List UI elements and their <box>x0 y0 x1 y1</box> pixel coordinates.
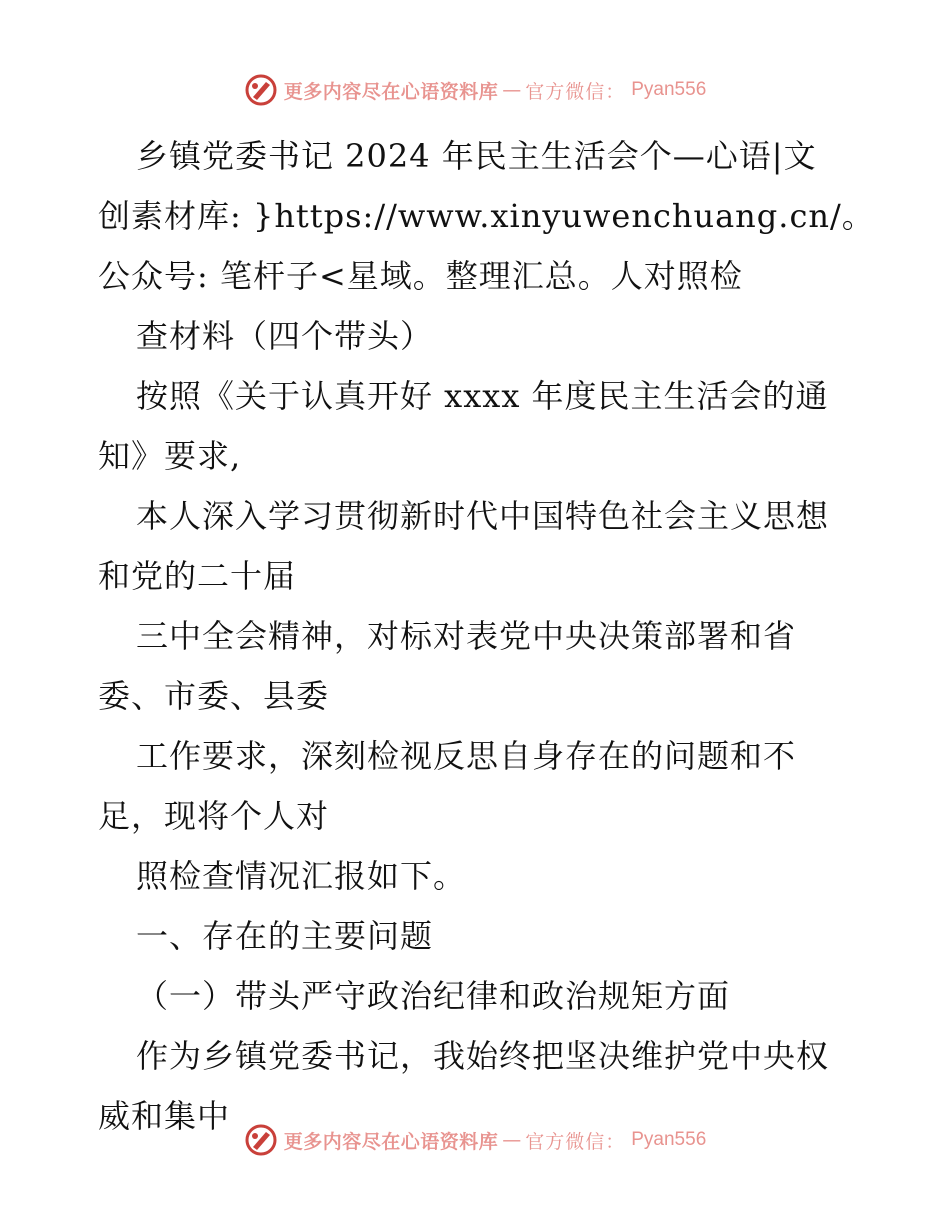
text-line: 照检查情况汇报如下。 <box>136 857 467 895</box>
watermark-banner-bottom <box>0 1120 950 1160</box>
watermark-dash: — <box>502 1129 522 1151</box>
watermark-handle: Pyan556 <box>631 79 707 100</box>
watermark-wechat-label: 官方微信： <box>525 80 626 103</box>
text-line: 委、市委、县委 <box>98 677 330 715</box>
text-line: 知》要求, <box>98 437 242 475</box>
text-line: 威和集中 <box>98 1097 231 1135</box>
watermark-handle: Pyan556 <box>631 1129 707 1150</box>
watermark-main-text: 更多内容尽在心语资料库 <box>283 1130 499 1153</box>
text-line: 乡镇党委书记 2024 年民主生活会个—心语|文 <box>136 137 817 175</box>
watermark-dash: — <box>502 79 522 101</box>
text-line: 创素材库: }https://www.xinyuwenchuang.cn/。 <box>98 197 875 235</box>
section-heading: 一、存在的主要问题 <box>136 917 434 955</box>
red-circular-logo-icon <box>244 1123 278 1157</box>
watermark-banner-top <box>0 70 950 110</box>
text-line: 本人深入学习贯彻新时代中国特色社会主义思想 <box>136 497 830 535</box>
text-line: 按照《关于认真开好 xxxx 年度民主生活会的通 <box>136 377 829 415</box>
watermark-wechat-label: 官方微信： <box>525 1130 626 1153</box>
watermark-main-text: 更多内容尽在心语资料库 <box>283 80 499 103</box>
text-line: 作为乡镇党委书记，我始终把坚决维护党中央权 <box>136 1037 830 1075</box>
document-body <box>98 126 875 1146</box>
subsection-heading: （一）带头严守政治纪律和政治规矩方面 <box>136 977 731 1015</box>
text-line: 三中全会精神，对标对表党中央决策部署和省 <box>136 617 797 655</box>
red-circular-logo-icon <box>244 73 278 107</box>
text-line: 工作要求，深刻检视反思自身存在的问题和不 <box>136 737 797 775</box>
text-line: 查材料（四个带头） <box>136 317 434 355</box>
text-line: 和党的二十届 <box>98 557 297 595</box>
text-line: 公众号: 笔杆子<星域。整理汇总。人对照检 <box>98 257 743 295</box>
text-line: 足，现将个人对 <box>98 797 330 835</box>
